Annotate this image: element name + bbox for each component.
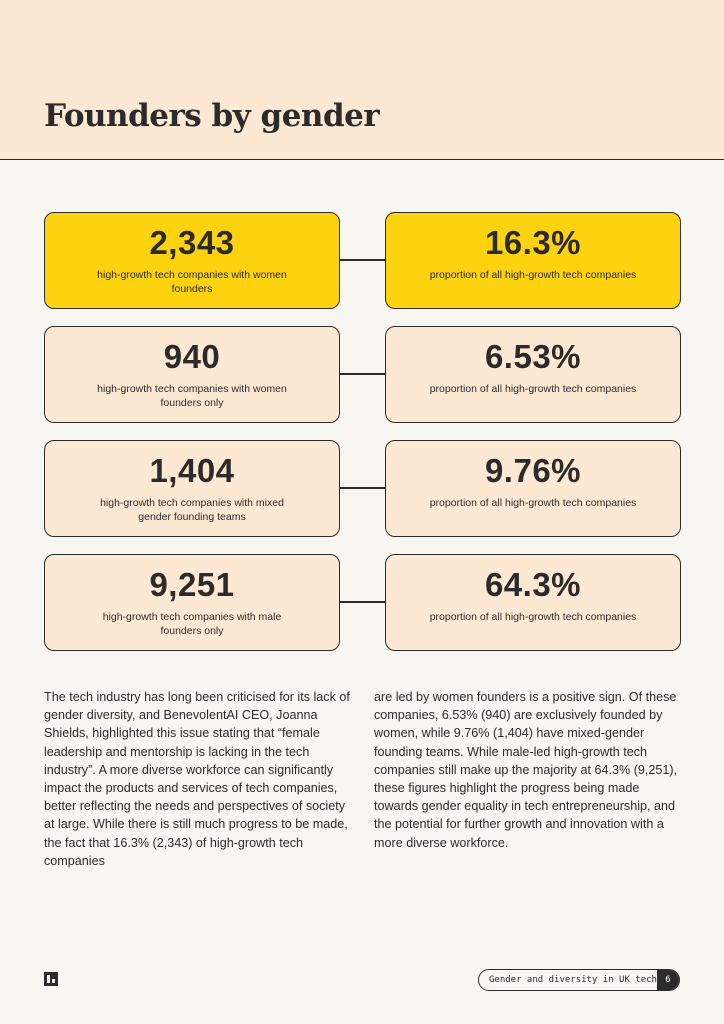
percent-card	[385, 440, 681, 537]
body-column-right: are led by women founders is a positive sign. Of these companies, 6.53% (940) are exclusively founded by women, while 9.76% (1,404) have mixed-gender founding teams. While male-led high-growth tech companies still make up the majority at 64.3% (9,251), these figures highlight the progress being made towards gender equality in tech entrepreneurship, and the potential for further growth and innovation with a more diverse workforce.	[374, 690, 678, 850]
connector-line	[340, 259, 385, 261]
stats-grid	[44, 212, 681, 668]
stat-row	[44, 212, 681, 309]
percent-card	[385, 212, 681, 309]
count-label: high-growth tech companies with women founders only	[97, 383, 287, 409]
percent-value: 64.3%	[484, 566, 582, 603]
brand-logo-icon	[44, 972, 58, 986]
count-card	[44, 212, 340, 309]
count-value: 2,343	[149, 224, 235, 261]
count-label: high-growth tech companies with male founders only	[102, 611, 282, 637]
page-title: Founders by gender	[44, 98, 380, 134]
percent-value: 6.53%	[484, 338, 582, 375]
count-value: 940	[163, 338, 221, 375]
percent-label: proportion of all high-growth tech companies	[429, 269, 637, 281]
percent-card	[385, 554, 681, 651]
count-card	[44, 554, 340, 651]
count-card	[44, 326, 340, 423]
percent-value: 16.3%	[484, 224, 582, 261]
count-label: high-growth tech companies with women founders	[97, 269, 287, 295]
count-label: high-growth tech companies with mixed gender founding teams	[100, 497, 284, 523]
connector-line	[340, 601, 385, 603]
footer-section-label	[478, 969, 680, 991]
percent-card	[385, 326, 681, 423]
footer-section-title: Gender and diversity in UK tech	[489, 975, 657, 985]
page-header	[0, 0, 724, 160]
stat-row	[44, 554, 681, 651]
count-value: 1,404	[149, 452, 235, 489]
body-column-left: The tech industry has long been criticised for its lack of gender diversity, and BenevolentAI CEO, Joanna Shields, highlighted this issue stating that “female leadership and mentorship is lacking in the tech industry”. A more diverse workforce can significantly impact the products and services of tech companies, better reflecting the needs and perspectives of society at large. While there is still much progress to be made, the fact that 16.3% (2,343) of high-growth tech companies	[44, 690, 350, 868]
count-card	[44, 440, 340, 537]
body-text	[44, 688, 684, 870]
percent-label: proportion of all high-growth tech companies	[429, 611, 637, 623]
percent-label: proportion of all high-growth tech companies	[429, 497, 637, 509]
count-value: 9,251	[149, 566, 235, 603]
stat-row	[44, 440, 681, 537]
stat-row	[44, 326, 681, 423]
connector-line	[340, 487, 385, 489]
percent-label: proportion of all high-growth tech companies	[429, 383, 637, 395]
percent-value: 9.76%	[484, 452, 582, 489]
page-number: 6	[657, 970, 679, 990]
connector-line	[340, 373, 385, 375]
